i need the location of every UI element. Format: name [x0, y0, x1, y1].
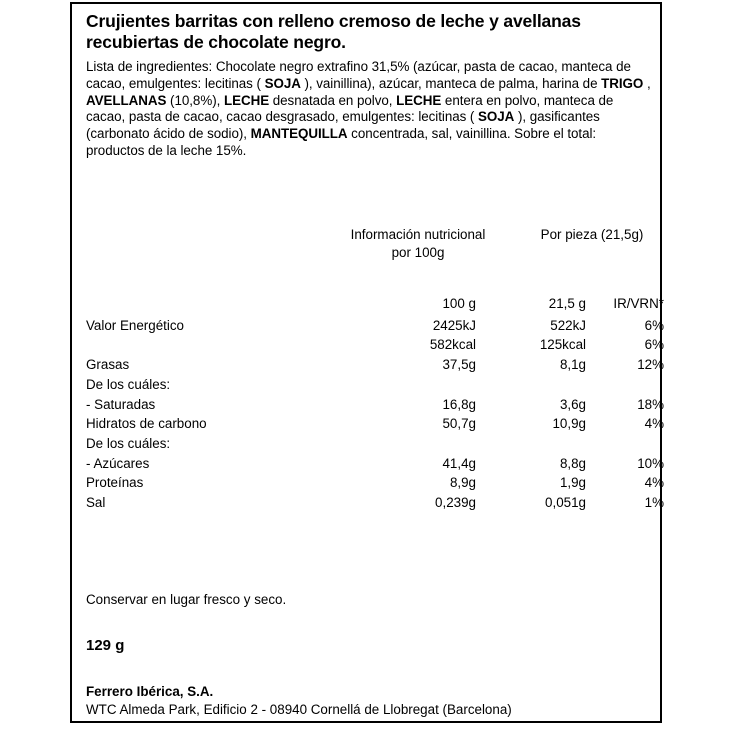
nutrition-value-per-piece: 8,1g: [559, 357, 586, 373]
nutrition-value-per-piece: 10,9g: [552, 416, 586, 432]
allergen-term: LECHE: [223, 92, 270, 108]
company-address: WTC Almeda Park, Edificio 2 - 08940 Cornellá de Llobregat (Barcelona): [86, 702, 512, 717]
nutrition-value-ir-vrn: 6%: [644, 337, 664, 353]
nutrition-subheader-ir: IR/VRN*: [613, 296, 664, 311]
nutrition-row: [86, 395, 664, 415]
net-weight: 129 g: [86, 637, 125, 654]
nutrition-table-section: [86, 226, 664, 513]
nutrition-row-label: De los cuáles:: [86, 435, 171, 451]
allergen-term: SOJA: [264, 75, 301, 91]
nutrition-row-label: Proteínas: [86, 475, 144, 491]
nutrition-value-per-piece: [476, 434, 586, 454]
column-header-per-piece: Por pieza (21,5g): [540, 227, 644, 242]
nutrition-value-per-piece: 8,8g: [559, 455, 586, 471]
nutrition-value-per-piece: [476, 375, 586, 395]
nutrition-value-per-100g: [376, 375, 476, 395]
nutrition-row-label: De los cuáles:: [86, 376, 171, 392]
nutrition-value-ir-vrn: [586, 434, 664, 454]
nutrition-row-label: - Saturadas: [86, 396, 156, 412]
nutrition-value-per-100g: 37,5g: [442, 357, 476, 373]
nutrition-row-label: Hidratos de carbono: [86, 416, 207, 432]
nutrition-value-per-piece: 0,051g: [545, 495, 586, 511]
label-footer-section: [86, 592, 664, 717]
company-name: Ferrero Ibérica, S.A.: [86, 684, 214, 699]
column-header-per-100g-line2: por 100g: [391, 244, 445, 260]
nutrition-value-per-piece: 125kcal: [539, 337, 586, 353]
nutrition-value-per-piece: 3,6g: [559, 396, 586, 412]
nutrition-row-label: Valor Energético: [86, 317, 185, 333]
ingredients-list: Lista de ingredientes: Chocolate negro extrafino 31,5% (azúcar, pasta de cacao, manteca de cacao, emulgentes: lecitinas ( SOJA ), vainillina), azúcar, manteca de palma, harina de TRIGO , AVELLANAS (10,8%), LECHE desnatada en polvo, LECHE entera en polvo, manteca de cacao, pasta de cacao, cacao desgrasado, emulgentes: lecitinas ( SOJA ), gasificantes (carbonato ácido de sodio), MANTEQUILLA concentrada, sal, vainillina. Sobre el total: productos de la leche 15%.: [86, 58, 651, 159]
allergen-term: AVELLANAS: [86, 92, 167, 108]
nutrition-value-ir-vrn: [586, 375, 664, 395]
nutrition-row: [86, 335, 664, 355]
nutrition-value-ir-vrn: 6%: [644, 317, 664, 333]
nutrition-row: [86, 434, 664, 454]
nutrition-value-ir-vrn: 1%: [644, 495, 664, 511]
nutrition-subheader-row: [86, 294, 664, 316]
allergen-term: SOJA: [478, 109, 515, 125]
storage-instructions: Conservar en lugar fresco y seco.: [86, 592, 287, 607]
allergen-term: TRIGO: [601, 75, 644, 91]
column-header-per-100g: [324, 226, 512, 262]
nutrition-value-per-100g: 0,239g: [435, 495, 476, 511]
allergen-term: MANTEQUILLA: [250, 126, 348, 142]
nutrition-row-label: [86, 335, 376, 355]
nutrition-row: [86, 493, 664, 513]
nutrition-row: [86, 375, 664, 395]
nutrition-row: [86, 454, 664, 474]
nutrition-value-per-100g: 50,7g: [442, 416, 476, 432]
nutrition-value-per-100g: 16,8g: [442, 396, 476, 412]
nutrition-value-ir-vrn: 4%: [644, 475, 664, 491]
nutrition-row-label: - Azúcares: [86, 455, 150, 471]
nutrition-row-label: Sal: [86, 495, 106, 511]
nutrition-column-headers: [86, 226, 664, 274]
nutrition-subheader-label: [86, 294, 376, 316]
nutrition-row-label: Grasas: [86, 357, 130, 373]
nutrition-value-ir-vrn: 12%: [637, 357, 664, 373]
nutrition-row: [86, 316, 664, 336]
nutrition-subheader-100g: 100 g: [442, 296, 476, 311]
nutrition-value-per-100g: [376, 434, 476, 454]
nutrition-table-body: [86, 294, 664, 513]
nutrition-subheader-piece: 21,5 g: [548, 296, 586, 311]
nutrition-value-per-piece: 522kJ: [550, 317, 586, 333]
label-header-section: [86, 11, 650, 160]
product-title: Crujientes barritas con relleno cremoso de leche y avellanas recubiertas de chocolate negro.: [86, 11, 581, 52]
nutrition-value-per-100g: 8,9g: [449, 475, 476, 491]
column-header-per-100g-line1: Información nutricional: [350, 227, 486, 242]
nutrition-row: [86, 414, 664, 434]
nutrition-row: [86, 355, 664, 375]
nutrition-value-ir-vrn: 10%: [637, 455, 664, 471]
nutrition-value-per-100g: 582kcal: [429, 337, 476, 353]
nutrition-value-per-piece: 1,9g: [559, 475, 586, 491]
nutrition-value-ir-vrn: 18%: [637, 396, 664, 412]
nutrition-label-panel: [70, 2, 662, 723]
nutrition-row: [86, 473, 664, 493]
allergen-term: LECHE: [396, 92, 442, 108]
nutrition-table: [86, 294, 664, 513]
nutrition-value-ir-vrn: 4%: [644, 416, 664, 432]
nutrition-value-per-100g: 41,4g: [442, 455, 476, 471]
nutrition-value-per-100g: 2425kJ: [432, 317, 476, 333]
